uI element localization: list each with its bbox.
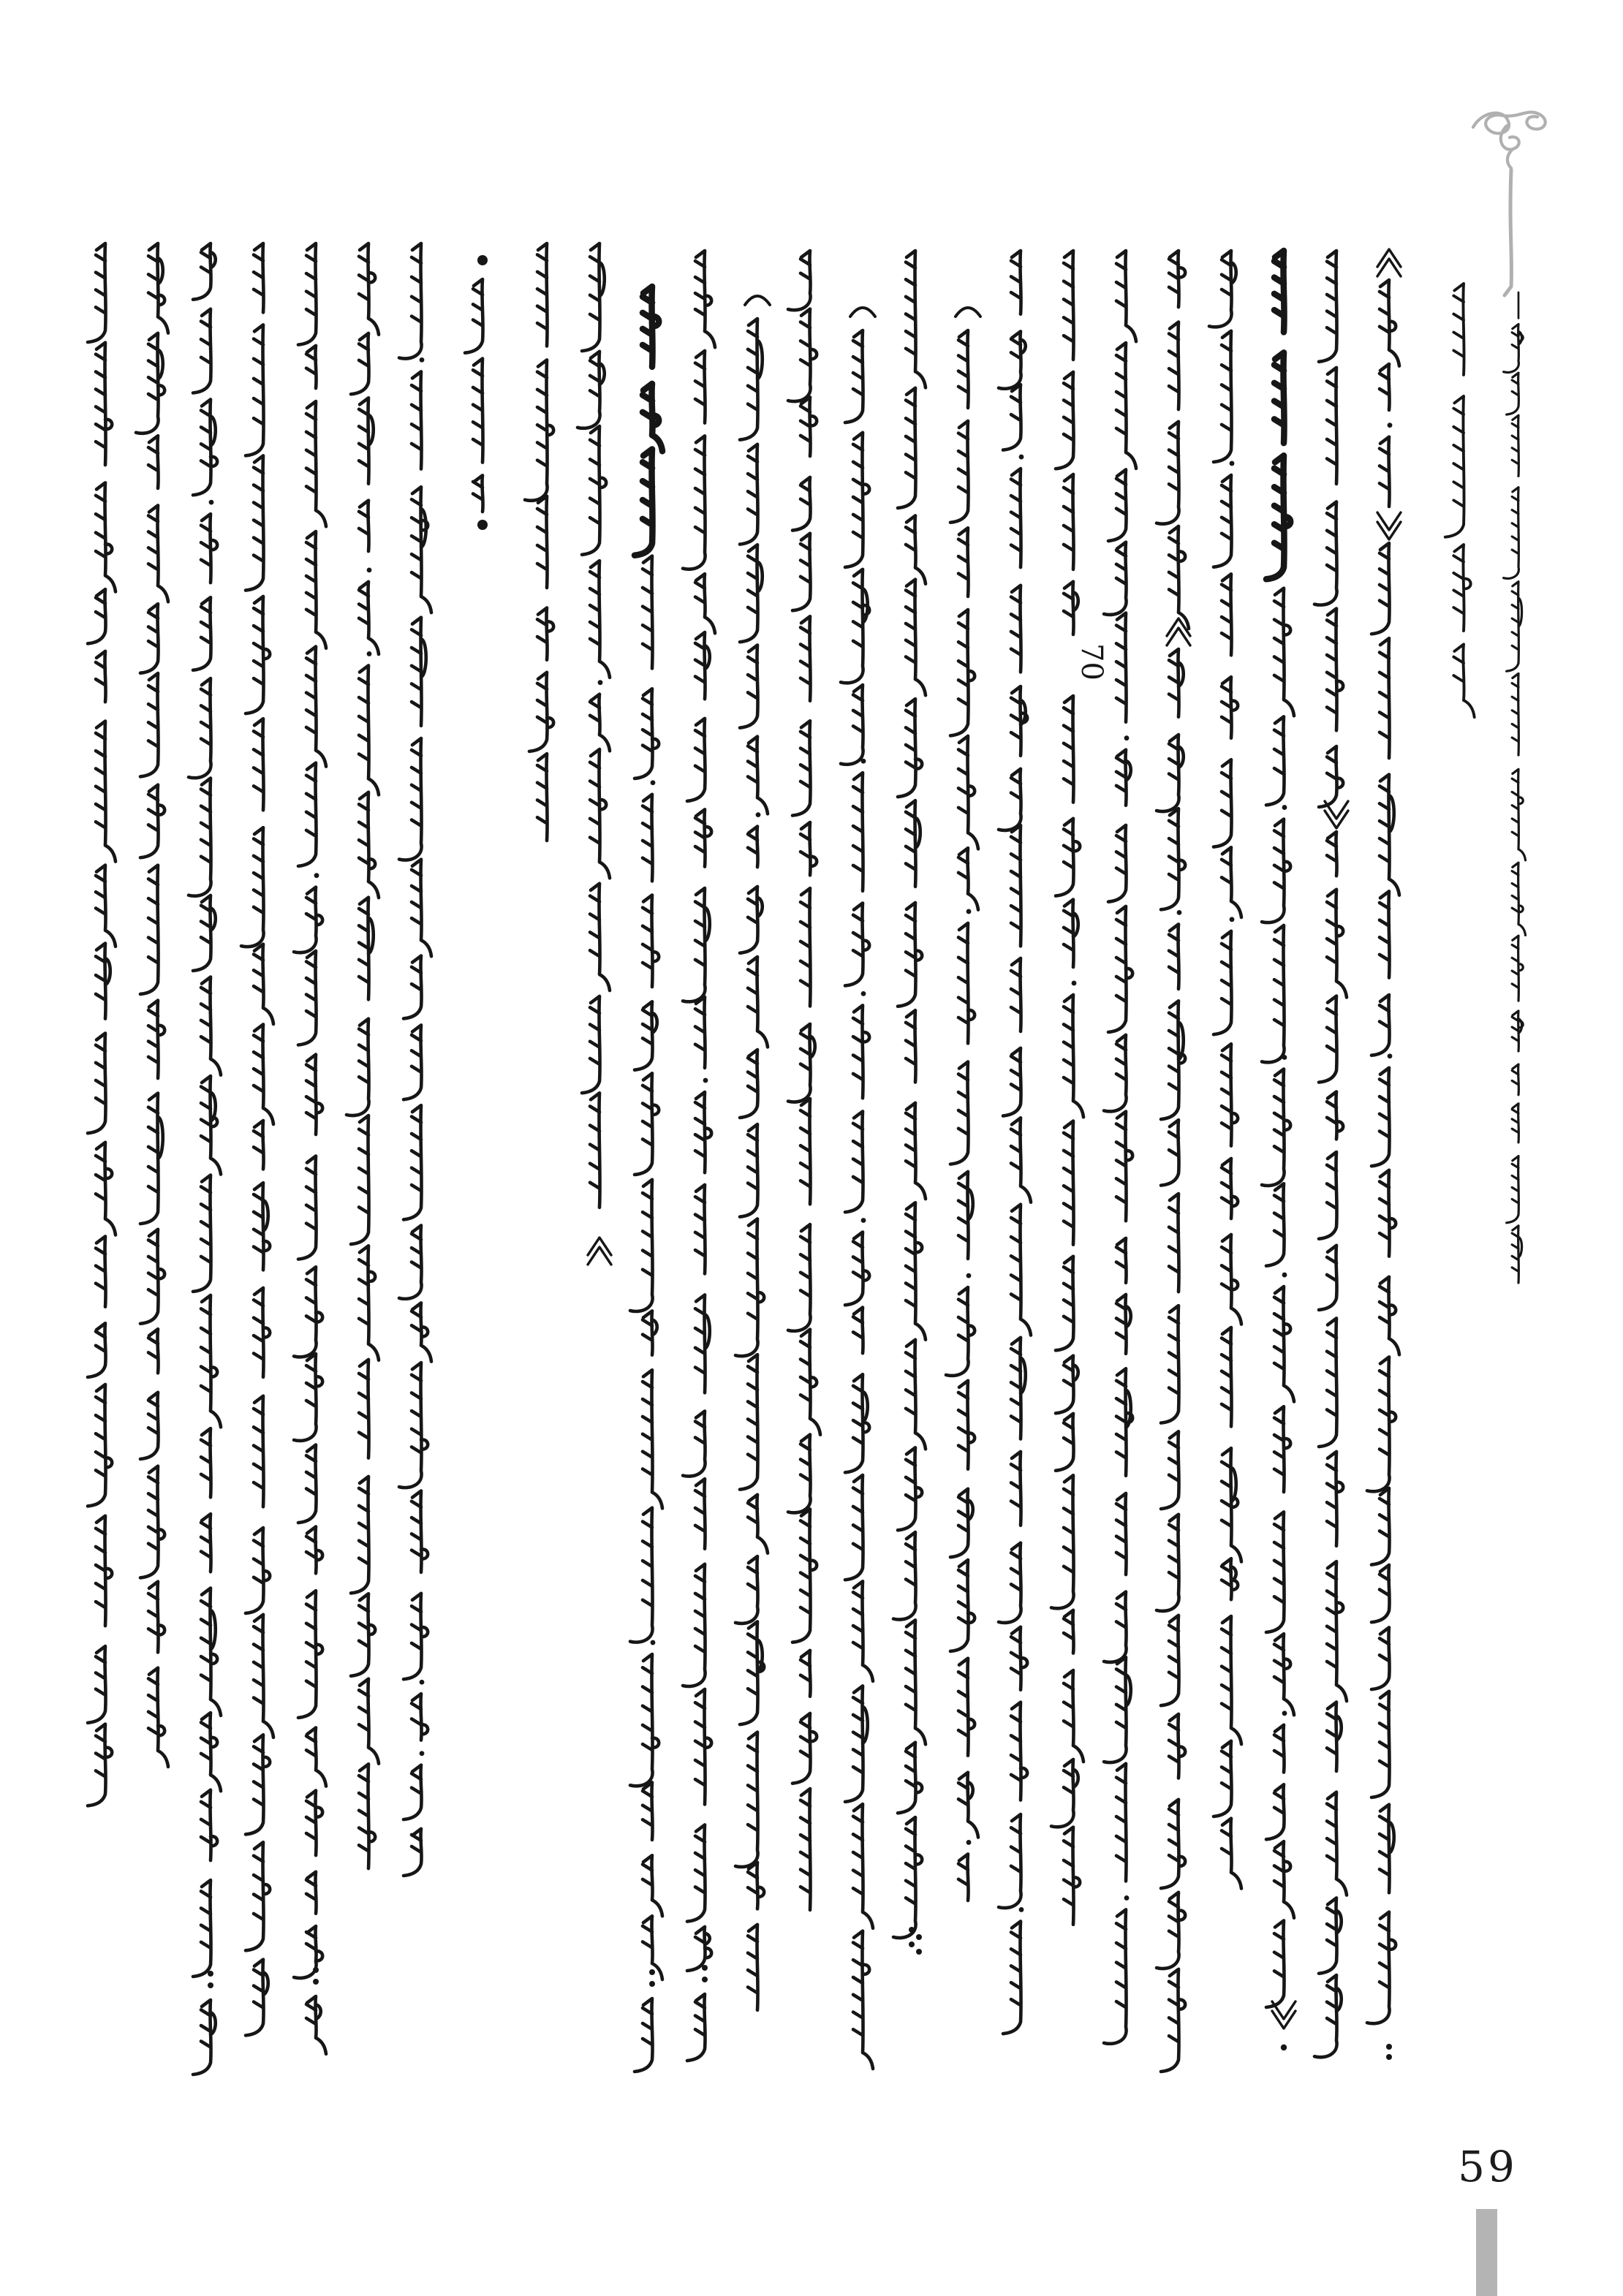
page-edge-bar bbox=[1476, 2209, 1497, 2296]
page-number: 59 bbox=[1458, 2142, 1518, 2191]
svg-text:70: 70 bbox=[1075, 643, 1108, 681]
